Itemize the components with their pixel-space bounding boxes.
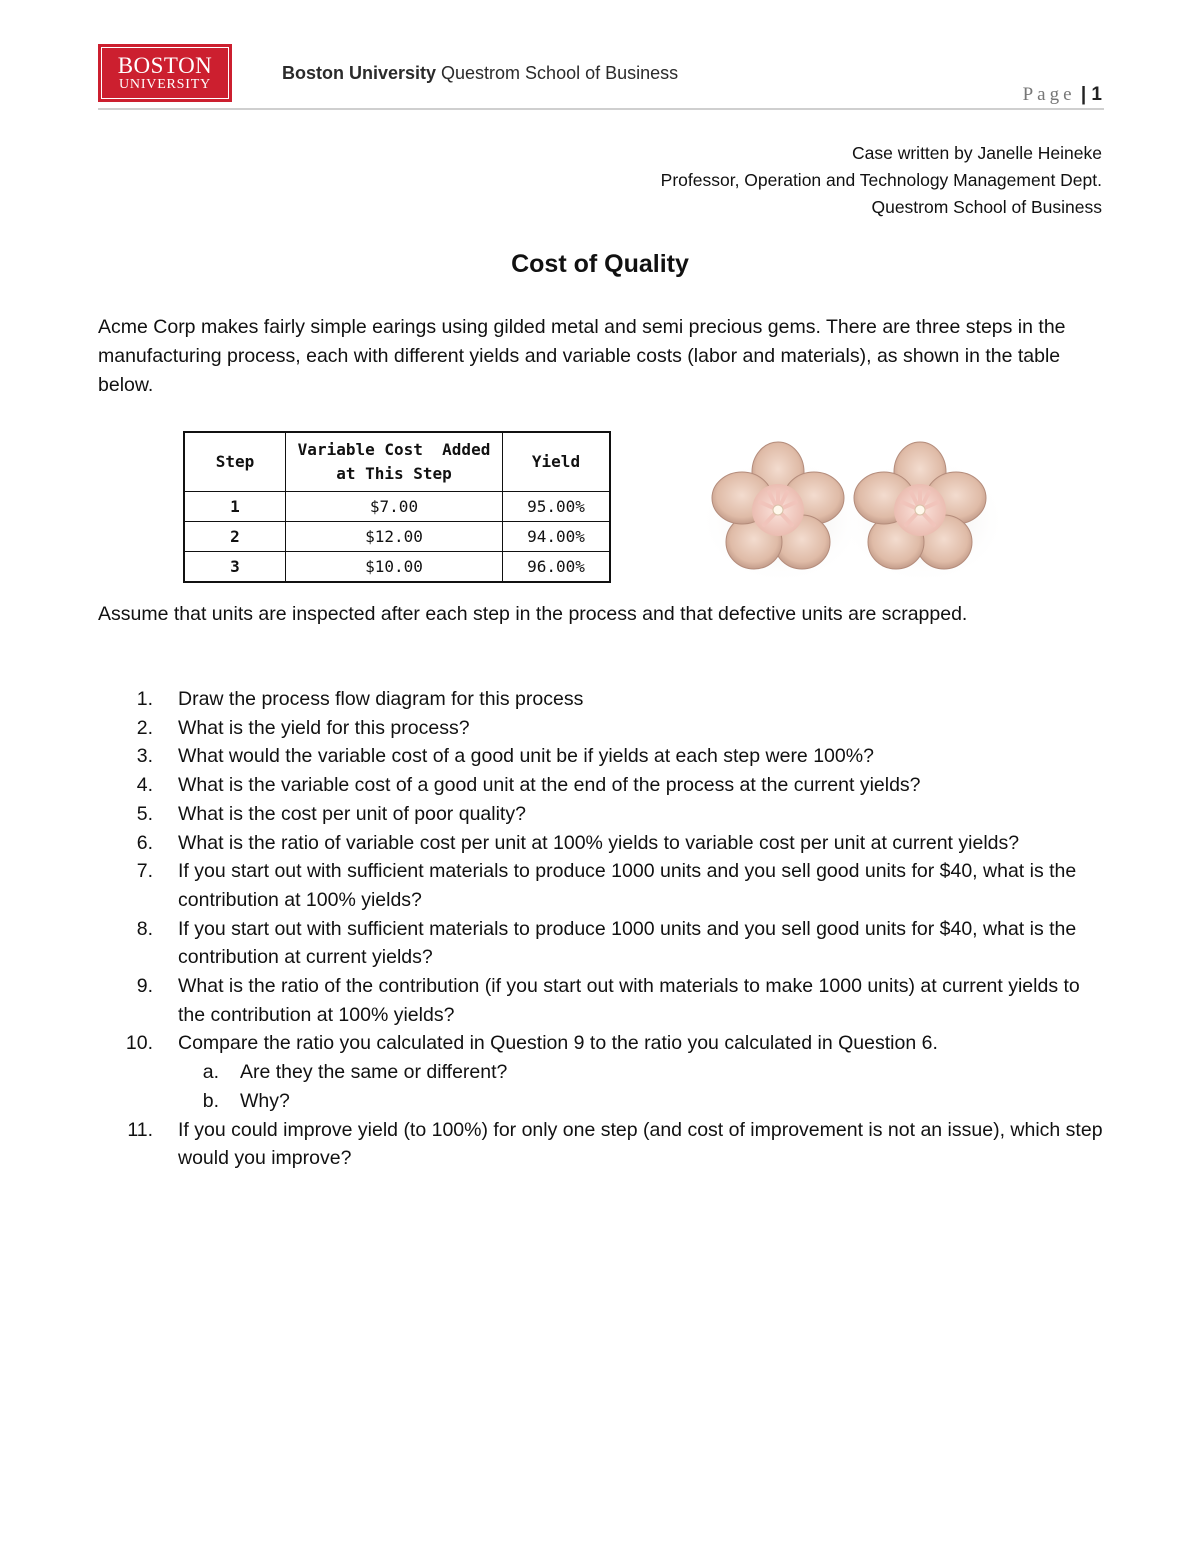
header-step: Step xyxy=(184,432,286,492)
cell-step: 3 xyxy=(184,552,286,583)
question-text: What is the cost per unit of poor quality? xyxy=(178,802,526,825)
list-item xyxy=(98,1116,1108,1173)
question-number: 1. xyxy=(136,688,153,710)
earring-right xyxy=(842,442,1006,584)
page-number-value: 1 xyxy=(1091,84,1102,105)
question-number: 10. xyxy=(125,1032,153,1055)
question-number: 2. xyxy=(136,716,153,739)
question-text: If you could improve yield (to 100%) for only one step (and cost of improvement is not an issue), which step would you improve? xyxy=(178,1118,1103,1170)
header-school: Questrom School of Business xyxy=(436,63,679,83)
document-title: Cost of Quality xyxy=(511,250,689,278)
question-number: 6. xyxy=(136,831,153,854)
attribution-role: Professor, Operation and Technology Management Dept. xyxy=(660,170,1102,190)
case-attribution xyxy=(661,140,1102,221)
earring-left xyxy=(700,442,864,584)
question-number: 7. xyxy=(136,860,153,883)
question-number: 9. xyxy=(136,975,153,998)
logo-text-boston: BOSTON xyxy=(117,53,213,78)
sub-list-item xyxy=(98,1058,1108,1087)
page-number xyxy=(1023,84,1102,106)
list-item xyxy=(98,742,1108,771)
list-item xyxy=(98,800,1108,829)
header-variable-cost xyxy=(286,432,503,492)
cell-step: 2 xyxy=(184,522,286,552)
logo-text-university: UNIVERSITY xyxy=(119,77,211,92)
cell-yield: 95.00% xyxy=(503,492,611,522)
earrings-image xyxy=(690,436,1010,586)
question-list xyxy=(98,685,1108,1173)
cost-yield-table xyxy=(183,431,611,583)
question-number: 11. xyxy=(127,1118,153,1141)
cell-cost: $7.00 xyxy=(286,492,503,522)
question-text: What is the variable cost of a good unit at the end of the process at the current yields? xyxy=(178,774,921,797)
list-item xyxy=(98,829,1108,858)
list-item xyxy=(98,857,1108,914)
list-item xyxy=(98,972,1108,1029)
cell-cost: $10.00 xyxy=(286,552,503,583)
header-cost-line2: at This Step xyxy=(336,464,452,483)
question-text: What is the ratio of variable cost per unit at 100% yields to variable cost per unit at current yields? xyxy=(178,831,1020,854)
cell-yield: 94.00% xyxy=(503,522,611,552)
boston-university-logo xyxy=(98,44,232,102)
logo-border xyxy=(101,47,229,99)
attribution-school: Questrom School of Business xyxy=(871,197,1102,217)
question-text: Compare the ratio you calculated in Question 9 to the ratio you calculated in Question 6. xyxy=(178,1032,938,1055)
cell-yield: 96.00% xyxy=(503,552,611,583)
attribution-author: Case written by Janelle Heineke xyxy=(852,143,1102,163)
list-item xyxy=(98,714,1108,743)
list-item xyxy=(98,771,1108,800)
page-word: Page xyxy=(1022,84,1076,105)
cell-cost: $12.00 xyxy=(286,522,503,552)
sub-question-letter: b. xyxy=(202,1089,219,1112)
header-university: Boston University xyxy=(282,63,437,83)
list-item xyxy=(98,685,1108,714)
header-school-name xyxy=(282,63,678,84)
table-row xyxy=(184,522,610,552)
question-text: What is the ratio of the contribution (if you start out with materials to make 1000 units) at current yields to the contribution at 100% yields? xyxy=(178,975,1080,1026)
sub-question-text: Why? xyxy=(240,1089,290,1112)
assumption-text: Assume that units are inspected after each step in the process and that defective units are scrapped. xyxy=(98,603,968,625)
list-item xyxy=(98,915,1108,972)
question-number: 5. xyxy=(136,802,153,825)
question-number: 8. xyxy=(136,917,153,940)
list-item xyxy=(98,1029,1108,1058)
question-text: What would the variable cost of a good unit be if yields at each step were 100%? xyxy=(178,745,874,768)
header-divider xyxy=(98,108,1104,110)
sub-list-item xyxy=(98,1087,1108,1116)
sub-question-text: Are they the same or different? xyxy=(240,1061,508,1084)
question-number: 3. xyxy=(136,745,153,768)
question-text: What is the yield for this process? xyxy=(178,716,470,739)
intro-paragraph: Acme Corp makes fairly simple earings using gilded metal and semi precious gems. There are three steps in the manufacturing process, each with different yields and variable costs (labor and materials), as shown in the table below. xyxy=(98,316,1066,396)
header-yield: Yield xyxy=(503,432,611,492)
question-text: If you start out with sufficient materials to produce 1000 units and you sell good units for $40, what is the contribution at current yields? xyxy=(178,917,1077,969)
table-row xyxy=(184,552,610,583)
header-cost-line1: Variable Cost Added xyxy=(297,440,491,459)
question-text: Draw the process flow diagram for this process xyxy=(178,688,584,710)
table-header-row xyxy=(184,432,610,492)
question-text: If you start out with sufficient materials to produce 1000 units and you sell good units for $40, what is the contribution at 100% yields? xyxy=(178,860,1077,911)
cell-step: 1 xyxy=(184,492,286,522)
question-number: 4. xyxy=(136,774,153,797)
page-separator: | xyxy=(1080,84,1087,105)
sub-question-letter: a. xyxy=(202,1061,219,1084)
table-row xyxy=(184,492,610,522)
